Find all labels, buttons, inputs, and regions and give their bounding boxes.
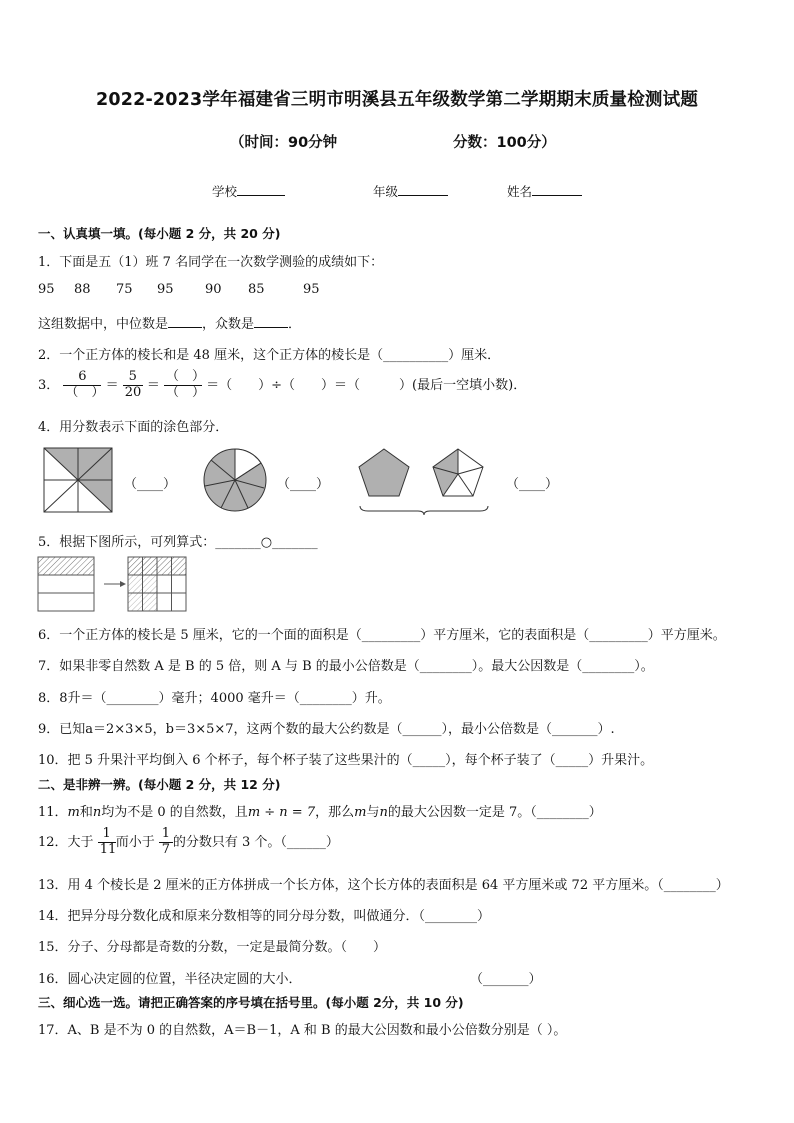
equals-sign: ＝ xyxy=(105,377,119,393)
grade-field xyxy=(373,182,448,200)
pentagons-fraction-figure xyxy=(358,448,490,516)
q1-text: ，众数是 xyxy=(202,317,255,332)
score-value: 95 xyxy=(38,282,55,297)
square-fraction-figure xyxy=(44,448,112,512)
answer-blank[interactable] xyxy=(254,327,288,328)
q11-text: 与 xyxy=(366,805,380,820)
q1-text: ． xyxy=(288,317,302,332)
question-16: 16．圆心决定圆的位置，半径决定圆的大小． xyxy=(38,972,302,987)
school-label: 学校 xyxy=(212,184,238,199)
grade-label: 年级 xyxy=(373,184,399,199)
score-value: 75 xyxy=(116,282,133,297)
q11-text: 均为不是 0 的自然数，且 xyxy=(101,805,248,820)
question-4: 4．用分数表示下面的涂色部分． xyxy=(38,420,229,435)
fraction-numerator: 1 xyxy=(98,827,116,843)
fraction xyxy=(63,369,105,401)
fraction-numerator: 6 xyxy=(63,370,101,386)
q4-blank-2[interactable]: （____） xyxy=(277,477,330,492)
question-9: 9．已知a＝2×3×5，b＝3×5×7，这两个数的最大公约数是（______），最小公倍数是（_______）. xyxy=(38,722,615,737)
fraction-numerator: 5 xyxy=(123,370,143,386)
q16-answer-blank[interactable]: （_______） xyxy=(470,972,542,987)
question-1: 1．下面是五（1）班 7 名同学在一次数学测验的成绩如下： xyxy=(38,255,384,270)
question-12 xyxy=(38,827,339,858)
q11-expression: m ÷ n = 7 xyxy=(247,805,316,820)
q3-number: 3． xyxy=(38,377,60,393)
score-value: 88 xyxy=(74,282,91,297)
score-label: 分数：100分） xyxy=(453,135,556,151)
fraction-denominator: 11 xyxy=(99,841,117,857)
question-2: 2．一个正方体的棱长和是 48 厘米，这个正方体的棱长是（__________）厘米． xyxy=(38,348,501,363)
question-15: 15．分子、分母都是奇数的分数，一定是最简分数。（ ） xyxy=(38,940,387,955)
question-1-blanks xyxy=(38,313,301,332)
fraction-denominator: （ ） xyxy=(166,384,206,400)
fraction-denominator: （ ） xyxy=(65,384,105,400)
score-value: 95 xyxy=(303,282,320,297)
question-14: 14．把异分母分数化成和原来分数相等的同分母分数，叫做通分．（________） xyxy=(38,909,491,924)
q4-blank-3[interactable]: （____） xyxy=(506,477,559,492)
name-label: 姓名 xyxy=(507,184,533,199)
q12-text: 12．大于 xyxy=(38,834,94,850)
var-n: n xyxy=(379,805,388,820)
q11-text: 11． xyxy=(38,805,68,820)
section-2-heading: 二、是非辨一辨。(每小题 2 分，共 12 分) xyxy=(38,777,281,792)
fraction xyxy=(164,369,206,401)
question-13: 13．用 4 个棱长是 2 厘米的正方体拼成一个长方体，这个长方体的表面积是 64 平方厘米或 72 平方厘米。（________） xyxy=(38,878,729,893)
question-3 xyxy=(38,370,526,401)
school-field xyxy=(212,182,285,200)
q4-blank-1[interactable]: （____） xyxy=(124,477,177,492)
score-value: 90 xyxy=(205,282,222,297)
var-n: n xyxy=(92,805,102,820)
q1-text: 这组数据中，中位数是 xyxy=(38,317,169,332)
var-m: m xyxy=(354,805,367,820)
fraction xyxy=(98,827,116,858)
section-3-heading: 三、细心选一选。请把正确答案的序号填在括号里。(每小题 2分，共 10 分) xyxy=(38,995,464,1010)
fraction xyxy=(123,370,143,401)
fraction-multiplication-figure xyxy=(38,557,190,611)
q11-text: 和 xyxy=(79,805,93,820)
circle-fraction-figure xyxy=(203,448,267,512)
score-value: 85 xyxy=(248,282,265,297)
fraction-numerator: 1 xyxy=(159,827,173,843)
score-value: 95 xyxy=(157,282,174,297)
equals-sign: ＝ xyxy=(146,377,160,393)
section-1-heading: 一、认真填一填。(每小题 2 分，共 20 分) xyxy=(38,226,281,241)
q12-text: 的分数只有 3 个。（______） xyxy=(172,834,339,850)
question-6: 6．一个正方体的棱长是 5 厘米，它的一个面的面积是（_________）平方厘米，它的表面积是（_________）平方厘米。 xyxy=(38,628,726,643)
question-11 xyxy=(38,801,602,820)
q11-text: 的最大公因数一定是 7。（________） xyxy=(387,805,602,820)
name-field xyxy=(507,182,582,200)
fraction-denominator: 20 xyxy=(124,384,142,400)
question-8: 8．8升＝（________）毫升；4000 毫升＝（________）升。 xyxy=(38,691,391,706)
fraction-numerator: （ ） xyxy=(166,369,206,384)
q12-text: 而小于 xyxy=(115,834,155,850)
page-title: 2022-2023学年福建省三明市明溪县五年级数学第二学期期末质量检测试题 xyxy=(95,90,699,110)
question-17: 17．A、B 是不为 0 的自然数，A＝B－1，A 和 B 的最大公因数和最小公倍数分别是（ ）。 xyxy=(38,1023,567,1038)
answer-blank[interactable] xyxy=(168,327,202,328)
question-5: 5．根据下图所示，可列算式：_______○_______ xyxy=(38,535,318,550)
question-7: 7．如果非零自然数 A 是 B 的 5 倍，则 A 与 B 的最小公倍数是（________）。最大公因数是（________）。 xyxy=(38,659,654,674)
q11-text: ，那么 xyxy=(315,805,355,820)
fraction xyxy=(159,827,173,858)
question-10: 10．把 5 升果汁平均倒入 6 个杯子，每个杯子装了这些果汁的（_____），每个杯子装了（_____）升果汁。 xyxy=(38,753,654,768)
fraction-denominator: 7 xyxy=(161,841,170,857)
time-label: （时间：90分钟 xyxy=(230,135,338,151)
q3-text: ＝（ ）÷（ ）＝（ ）(最后一空填小数)． xyxy=(206,377,527,393)
var-m: m xyxy=(67,805,80,820)
